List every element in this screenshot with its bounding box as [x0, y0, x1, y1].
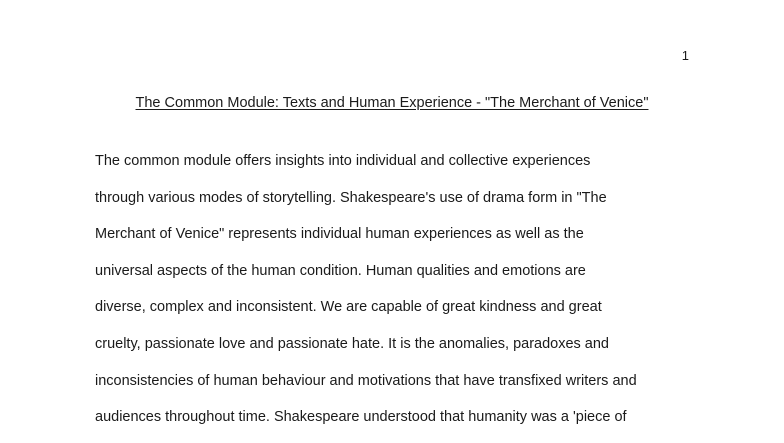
body-line: universal aspects of the human condition. Human qualities and emotions are [95, 262, 586, 279]
document-title: The Common Module: Texts and Human Experience - "The Merchant of Venice" [135, 95, 649, 111]
body-line: audiences throughout time. Shakespeare understood that humanity was a 'piece of [95, 409, 627, 426]
body-line: diverse, complex and inconsistent. We are capable of great kindness and great [95, 299, 602, 316]
body-line: Merchant of Venice" represents individual human experiences as well as the [95, 226, 584, 243]
body-line: The common module offers insights into individual and collective experiences [95, 153, 591, 169]
body-line: through various modes of storytelling. Shakespeare's use of drama form in "The [95, 189, 607, 206]
body-line: inconsistencies of human behaviour and motivations that have transfixed writers and [95, 372, 637, 389]
page-number: 1 [681, 48, 689, 63]
body-line: cruelty, passionate love and passionate hate. It is the anomalies, paradoxes and [95, 335, 609, 352]
document-body [95, 150, 695, 443]
